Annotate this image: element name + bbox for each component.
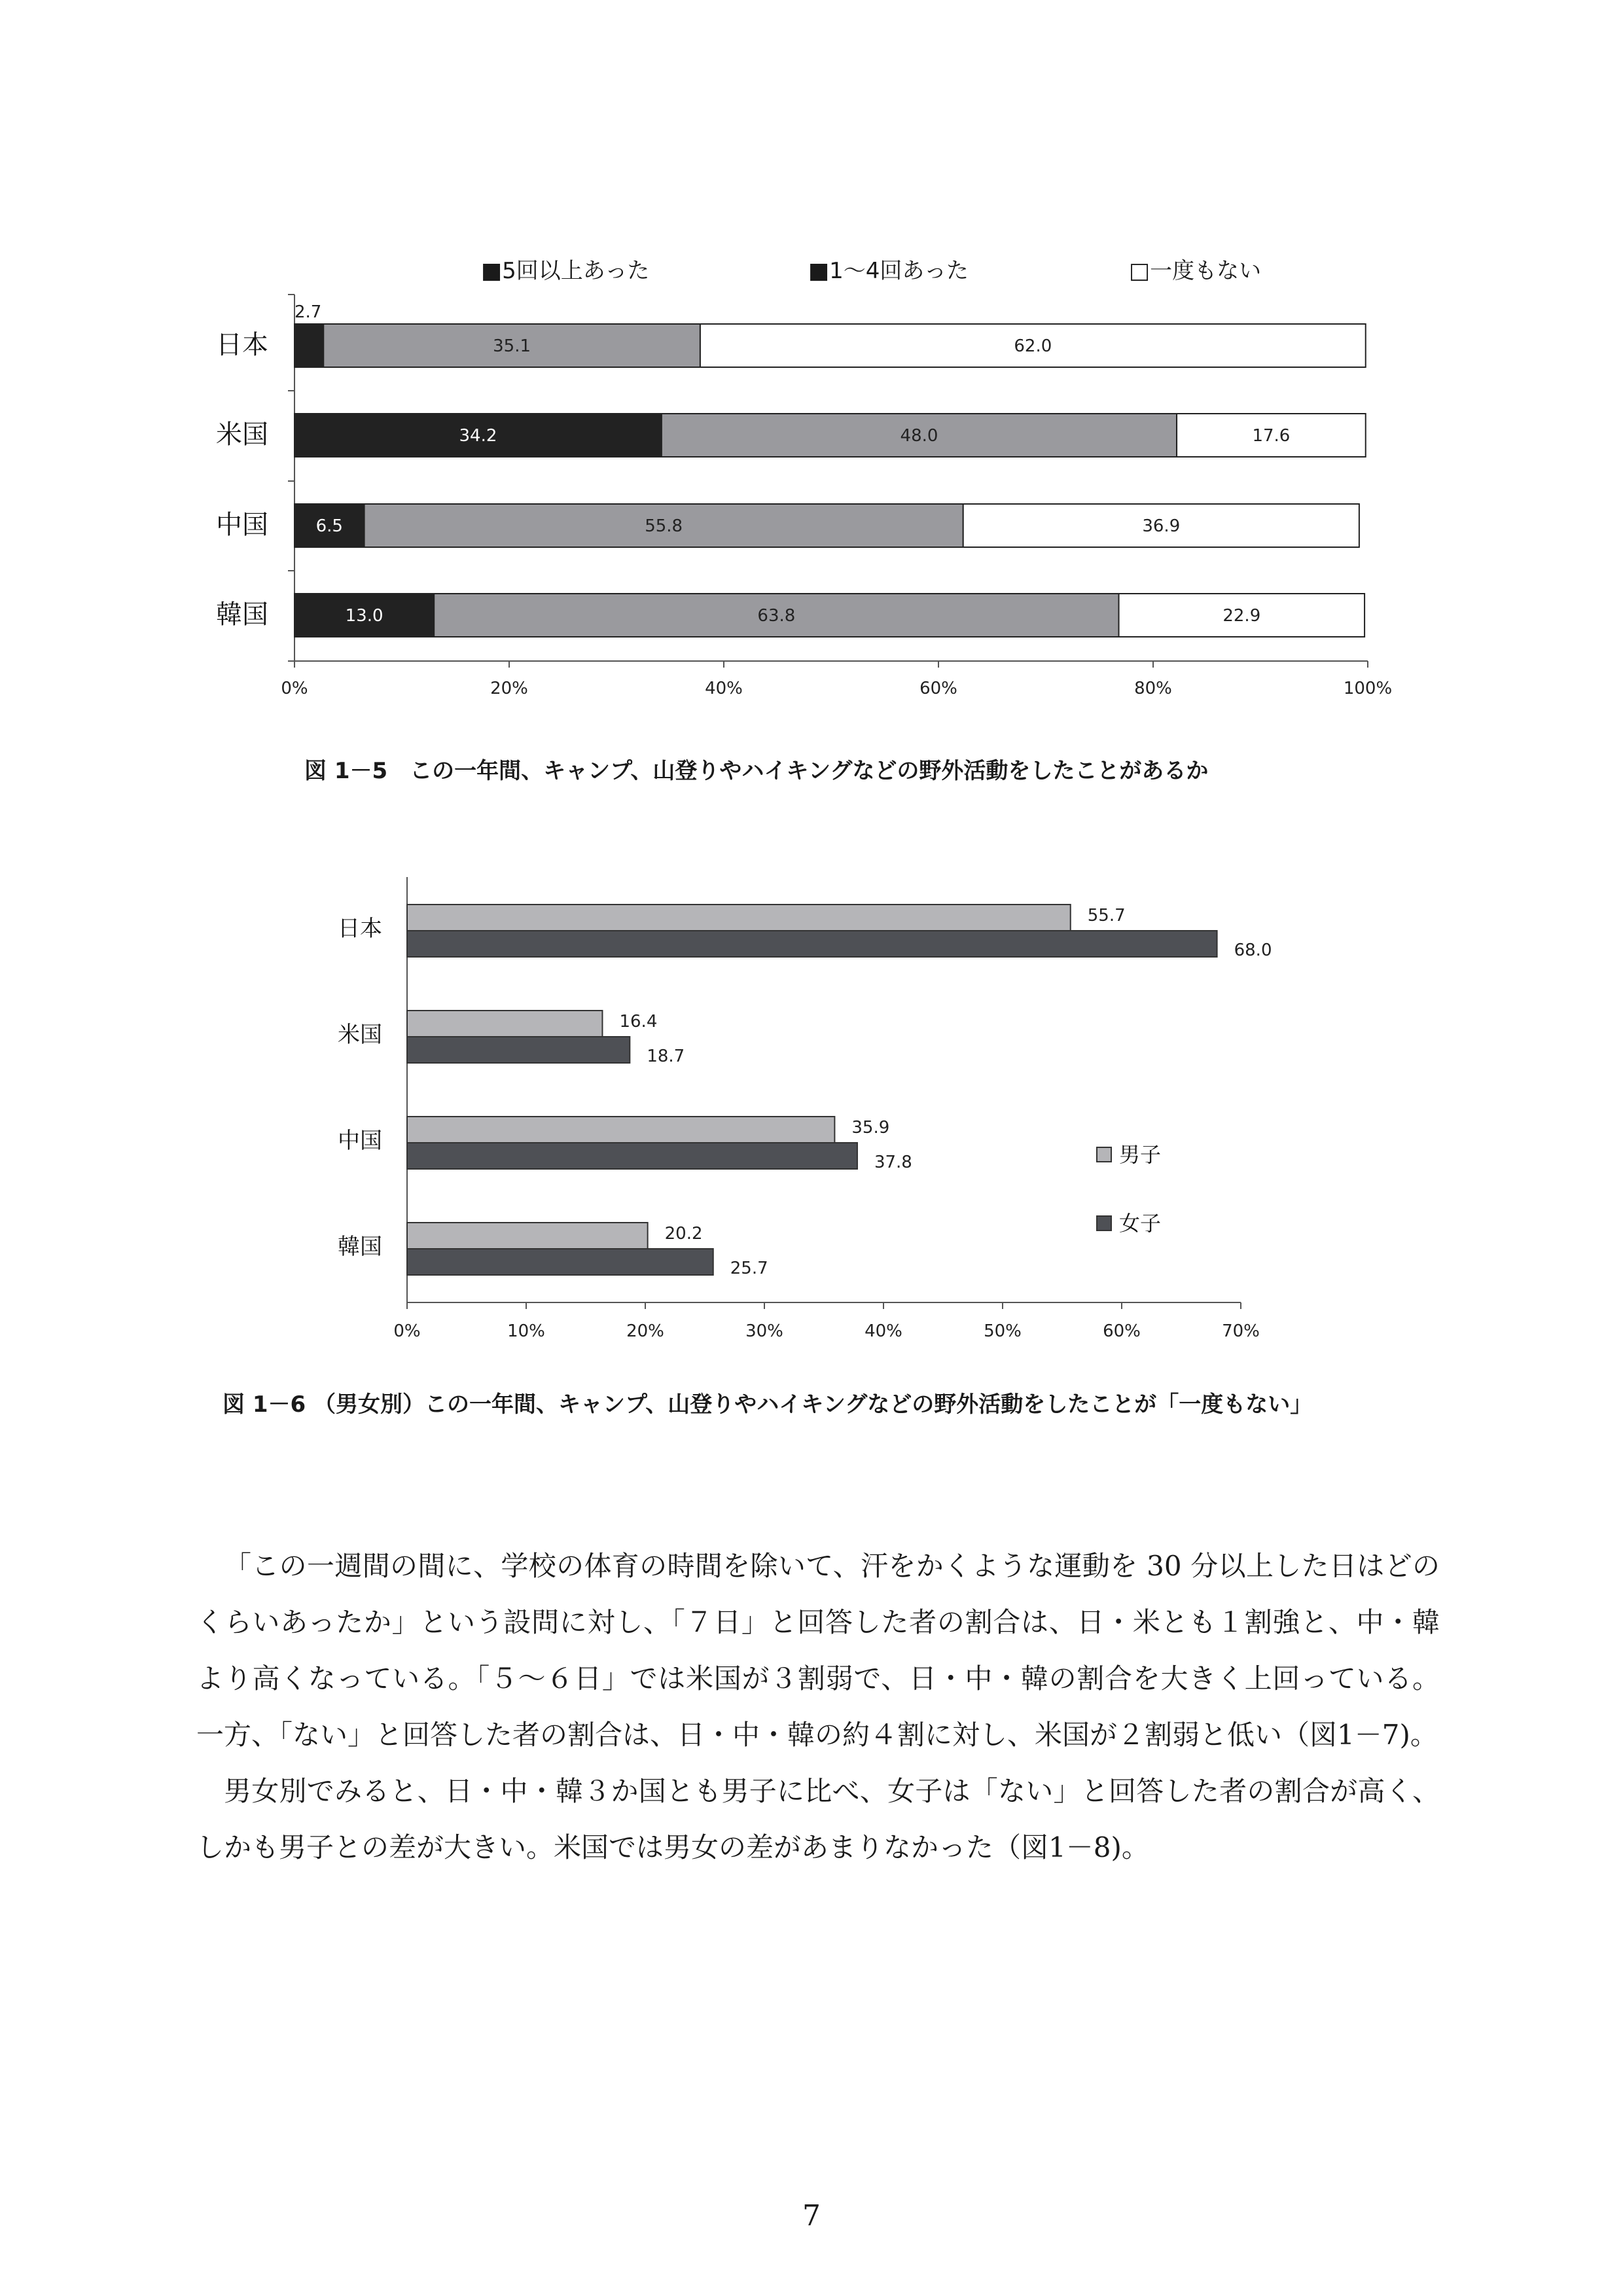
data-label: 20.2 xyxy=(664,1224,703,1244)
legend-label: 女子 xyxy=(1119,1211,1162,1236)
x-tick-label: 80% xyxy=(1134,679,1172,698)
data-label: 6.5 xyxy=(315,516,343,536)
x-tick-label: 100% xyxy=(1343,679,1393,698)
paragraph-2: 男女別でみると、日・中・韓３か国とも男子に比べ、女子は「ない」と回答した者の割合が高く、しかも男子との差が大きい。米国では男女の差があまりなかった（図1－8)。 xyxy=(196,1775,1440,1863)
category-label: 中国 xyxy=(216,510,268,540)
x-tick-label: 30% xyxy=(745,1321,783,1341)
x-tick-label: 20% xyxy=(626,1321,664,1341)
bar xyxy=(407,1117,834,1143)
figure-1-5-caption: 図 1－5 この一年間、キャンプ、山登りやハイキングなどの野外活動をしたことがあるか xyxy=(304,758,1209,784)
data-label: 37.8 xyxy=(874,1153,912,1172)
x-tick-label: 60% xyxy=(1103,1321,1141,1341)
data-label: 35.1 xyxy=(493,336,531,356)
data-label: 13.0 xyxy=(345,606,383,626)
data-label: 63.8 xyxy=(757,606,796,626)
figure-1-5-stacked-bar-chart xyxy=(0,0,1623,818)
legend-label: □一度もない xyxy=(1129,258,1262,284)
data-label: 62.0 xyxy=(1014,336,1052,356)
data-label: 36.9 xyxy=(1142,516,1181,536)
data-label: 35.9 xyxy=(851,1118,890,1138)
data-label: 2.7 xyxy=(294,302,322,322)
bar xyxy=(407,1011,602,1037)
figure-1-6-grouped-bar-chart xyxy=(0,851,1623,1361)
category-label: 韓国 xyxy=(216,600,268,630)
legend-label: ■5回以上あった xyxy=(481,258,650,284)
x-tick-label: 0% xyxy=(393,1321,421,1341)
bar xyxy=(407,905,1071,931)
x-tick-label: 60% xyxy=(919,679,957,698)
data-label: 55.8 xyxy=(645,516,683,536)
bar xyxy=(407,1249,713,1275)
bar-segment xyxy=(294,324,323,367)
data-label: 25.7 xyxy=(730,1259,768,1278)
bar xyxy=(407,1223,648,1249)
x-tick-label: 10% xyxy=(507,1321,545,1341)
x-tick-label: 70% xyxy=(1222,1321,1260,1341)
data-label: 22.9 xyxy=(1222,606,1261,626)
x-tick-label: 40% xyxy=(705,679,743,698)
page-number: 7 xyxy=(802,2199,821,2233)
bar xyxy=(407,931,1217,957)
category-label: 米国 xyxy=(338,1022,382,1048)
data-label: 34.2 xyxy=(459,426,497,446)
category-label: 日本 xyxy=(338,916,382,942)
x-tick-label: 20% xyxy=(490,679,528,698)
data-label: 68.0 xyxy=(1234,941,1272,960)
data-label: 48.0 xyxy=(900,426,938,446)
legend-swatch xyxy=(1097,1147,1111,1162)
data-label: 55.7 xyxy=(1087,906,1126,925)
bar xyxy=(407,1143,857,1169)
bar xyxy=(407,1037,630,1063)
x-tick-label: 50% xyxy=(984,1321,1022,1341)
body-text xyxy=(196,1538,1440,1876)
data-label: 17.6 xyxy=(1252,426,1291,446)
x-tick-label: 0% xyxy=(281,679,308,698)
category-label: 中国 xyxy=(338,1128,382,1154)
legend-label: ■1～4回あった xyxy=(808,258,969,284)
paragraph-1: 「この一週間の間に、学校の体育の時間を除いて、汗をかくような運動を 30 分以上した日はどのくらいあったか」という設問に対し、「７日」と回答した者の割合は、日・米とも１割強と、中・韓より高くなっている。「５～６日」では米国が３割弱で、日・中・韓の割合を大きく上回っている。一方、「ない」と回答した者の割合は、日・中・韓の約４割に対し、米国が２割弱と低い（図1－7)。 xyxy=(196,1550,1440,1751)
x-tick-label: 40% xyxy=(865,1321,902,1341)
data-label: 16.4 xyxy=(619,1012,658,1031)
legend-label: 男子 xyxy=(1119,1142,1162,1167)
figure-1-6-caption: 図 1－6 （男女別）この一年間、キャンプ、山登りやハイキングなどの野外活動をしたことが「一度もない」 xyxy=(223,1391,1313,1418)
category-label: 米国 xyxy=(216,420,268,450)
data-label: 18.7 xyxy=(647,1047,685,1066)
category-label: 韓国 xyxy=(338,1234,382,1260)
category-label: 日本 xyxy=(216,330,268,360)
legend-swatch xyxy=(1097,1216,1111,1230)
